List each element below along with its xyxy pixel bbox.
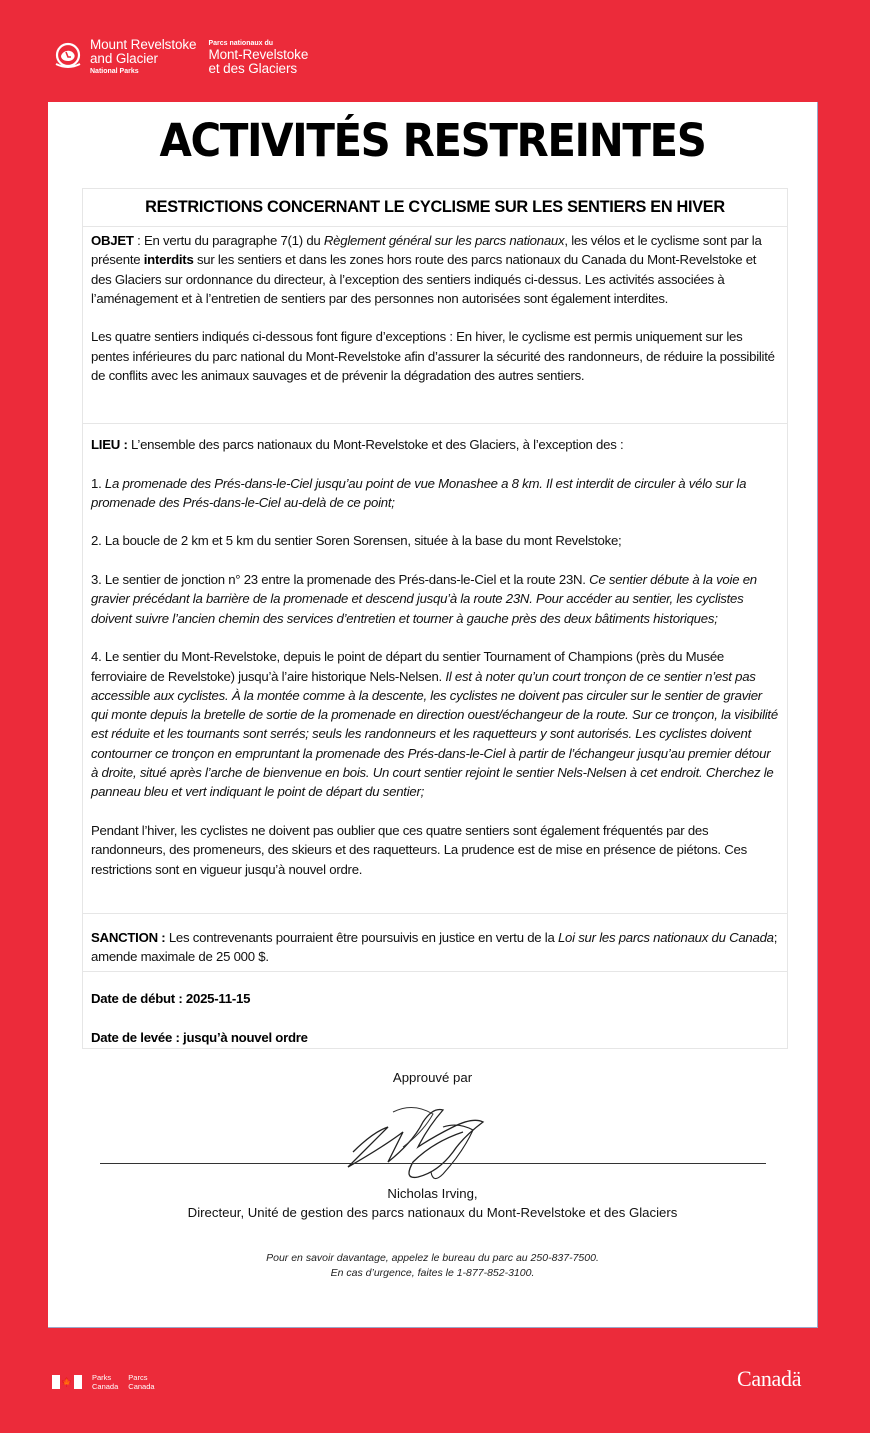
start-date [91, 989, 779, 1008]
contact-line-info: Pour en savoir davantage, appelez le bureau du parc au 250-837-7500. [266, 1252, 599, 1264]
dates-section [83, 972, 787, 1048]
brand-en-line2: and Glacier [90, 51, 158, 66]
start-date-label: Date de début : [91, 991, 186, 1006]
objet-text: En vertu du paragraphe 7(1) du [143, 233, 324, 248]
end-date-value: jusqu’à nouvel ordre [183, 1029, 308, 1045]
parks-en-line1: Parks [92, 1373, 112, 1382]
sanction-text: Les contrevenants pourraient être poursuivis en justice en vertu de la [165, 930, 558, 945]
park-branding [52, 38, 308, 76]
parcs-fr-line1: Parcs [128, 1373, 148, 1382]
objet-paragraph [91, 231, 779, 308]
parks-canada-en [92, 1373, 118, 1391]
notice-table [82, 188, 788, 1049]
brand-fr-line2: Mont-Revelstoke [208, 47, 309, 62]
objet-label: OBJET [91, 233, 134, 248]
parks-canada-signature [52, 1373, 165, 1391]
trail-item-1 [91, 474, 779, 513]
signature-line [100, 1163, 766, 1164]
canada-flag-icon: 🍁 [52, 1375, 82, 1389]
signer-title: Directeur, Unité de gestion des parcs nationaux du Mont-Revelstoke et des Glaciers [187, 1205, 678, 1220]
start-date-value: 2025-11-15 [185, 991, 251, 1006]
brand-english [90, 38, 196, 76]
end-date [91, 1028, 779, 1047]
law-name: Loi sur les parcs nationaux du Canada [557, 930, 774, 945]
item-number: 1. [91, 475, 105, 491]
separator: : [133, 233, 144, 248]
brand-en-line3: National Parks [90, 68, 139, 75]
item-number: 2. [91, 533, 105, 549]
objet-text: sur les sentiers et dans les zones hors route des parcs nationaux du Canada du Mont-Revelstoke et des Glaciers sur ordonnance du directeur, à l’exception des sentiers indiqués ci-dessus. Les activités associées à l’aménagement et à l’entretien de sentiers par des personnes non autorisées sont également interdites. [91, 252, 757, 306]
brand-fr-line3: et des Glaciers [208, 61, 297, 76]
objet-section [83, 227, 787, 424]
sanction-section [83, 914, 787, 972]
notice-subtitle: RESTRICTIONS CONCERNANT LE CYCLISME SUR LES SENTIERS EN HIVER [83, 189, 787, 227]
approved-by-label: Approuvé par [392, 1070, 473, 1085]
signature-icon [333, 1092, 513, 1182]
item-italic-text: Il est à noter qu’un court tronçon de ce sentier n’est pas accessible aux cyclistes. À la montée comme à la descente, les cyclistes ne doivent pas circuler sur le sentier de gravier qui monte depuis la bretelle de sortie de la promenade en direction ouest/échangeur de la route. Sur ce tronçon, la visibilité est réduite et les tournants sont serrés; seuls les randonneurs et les raquetteurs y sont autorisés. Les cyclistes doivent contourner ce tronçon en empruntant la promenade des Prés-dans-le-Ciel à partir de l’échangeur jusqu’au premier détour à droite, situé après l’arche de bienvenue en bois. Un court sentier rejoint le sentier Nels-Nelsen à cet endroit. Cherchez le panneau bleu et vert indiquant le point de départ du sentier; [91, 668, 778, 800]
contact-line-emergency: En cas d’urgence, faites le 1-877-852-3100. [330, 1267, 535, 1279]
parcs-canada-fr [128, 1373, 154, 1391]
separator: : [120, 437, 132, 452]
lieu-text: L’ensemble des parcs nationaux du Mont-Revelstoke et des Glaciers, à l’exception des : [131, 437, 624, 452]
page-title: ACTIVITÉS RESTREINTES [159, 114, 706, 167]
item-number: 4. [91, 649, 105, 665]
sanction-label: SANCTION : [91, 930, 166, 945]
item-text: Le sentier de jonction n° 23 entre la promenade des Prés-dans-le-Ciel et la route 23N. [104, 572, 590, 588]
trail-item-3 [91, 570, 779, 628]
signer-name: Nicholas Irving, [387, 1186, 478, 1201]
parcs-fr-line2: Canada [128, 1382, 155, 1391]
item-text: La boucle de 2 km et 5 km du sentier Soren Sorensen, située à la base du mont Revelstoke; [104, 533, 622, 549]
sanction-paragraph [91, 928, 779, 967]
trail-item-4 [91, 647, 779, 801]
parks-en-line2: Canada [92, 1382, 119, 1391]
item-number: 3. [91, 572, 105, 588]
regulation-name: Règlement général sur les parcs nationaux [323, 233, 565, 248]
brand-en-line1: Mount Revelstoke [90, 37, 197, 52]
lieu-label: LIEU [91, 437, 121, 452]
trail-item-2 [91, 531, 779, 550]
objet-text: , les vélos et le cyclisme sont par la présente [91, 233, 762, 268]
notice-panel [48, 102, 818, 1328]
lieu-closing: Pendant l’hiver, les cyclistes ne doivent pas oublier que ces quatre sentiers sont également fréquentés par des randonneurs, des promeneurs, des skieurs et des raquetteurs. La prudence est de mise en présence de piétons. Ces restrictions sont en vigueur jusqu’à nouvel ordre. [91, 822, 747, 877]
sanction-text: ; amende maximale de 25 000 $. [91, 930, 778, 965]
contact-info [48, 1251, 817, 1281]
item-text: Le sentier du Mont-Revelstoke, depuis le point de départ du sentier Tournament of Champions (près du Musée ferroviaire de Revelstoke) jusqu’à l’aire historique Nels-Nelsen. [91, 649, 725, 684]
brand-fr-line1: Parcs nationaux du [208, 40, 274, 47]
brand-french [208, 38, 308, 76]
exceptions-paragraph: Les quatre sentiers indiqués ci-dessous font figure d’exceptions : En hiver, le cyclisme est permis uniquement sur les pentes inférieures du parc national du Mont-Revelstoke afin d’assurer la sécurité des randonneurs, de réduire la possibilité de conflits avec les animaux sauvages et de prévenir la dégradation des autres sentiers. [91, 329, 775, 384]
end-date-label: Date de levée : [91, 1029, 184, 1045]
canada-wordmark: Canadä [737, 1366, 802, 1391]
item-italic-text: La promenade des Prés-dans-le-Ciel jusqu’au point de vue Monashee a 8 km. Il est interdit de circuler à vélo sur la promenade des Prés-dans-le-Ciel au-delà de ce point; [91, 475, 747, 510]
parks-canada-beaver-icon [52, 40, 84, 72]
lieu-intro [91, 435, 779, 454]
interdits-emphasis: interdits [143, 252, 194, 268]
lieu-section [83, 424, 787, 914]
item-italic-text: Ce sentier débute à la voie en gravier précédant la barrière de la promenade et descend jusqu’à la route 23N. Pour accéder au sentier, les cyclistes doivent suivre l’ancien chemin des services d’entretien et tourner à gauche près des deux bâtiments historiques; [91, 572, 757, 626]
